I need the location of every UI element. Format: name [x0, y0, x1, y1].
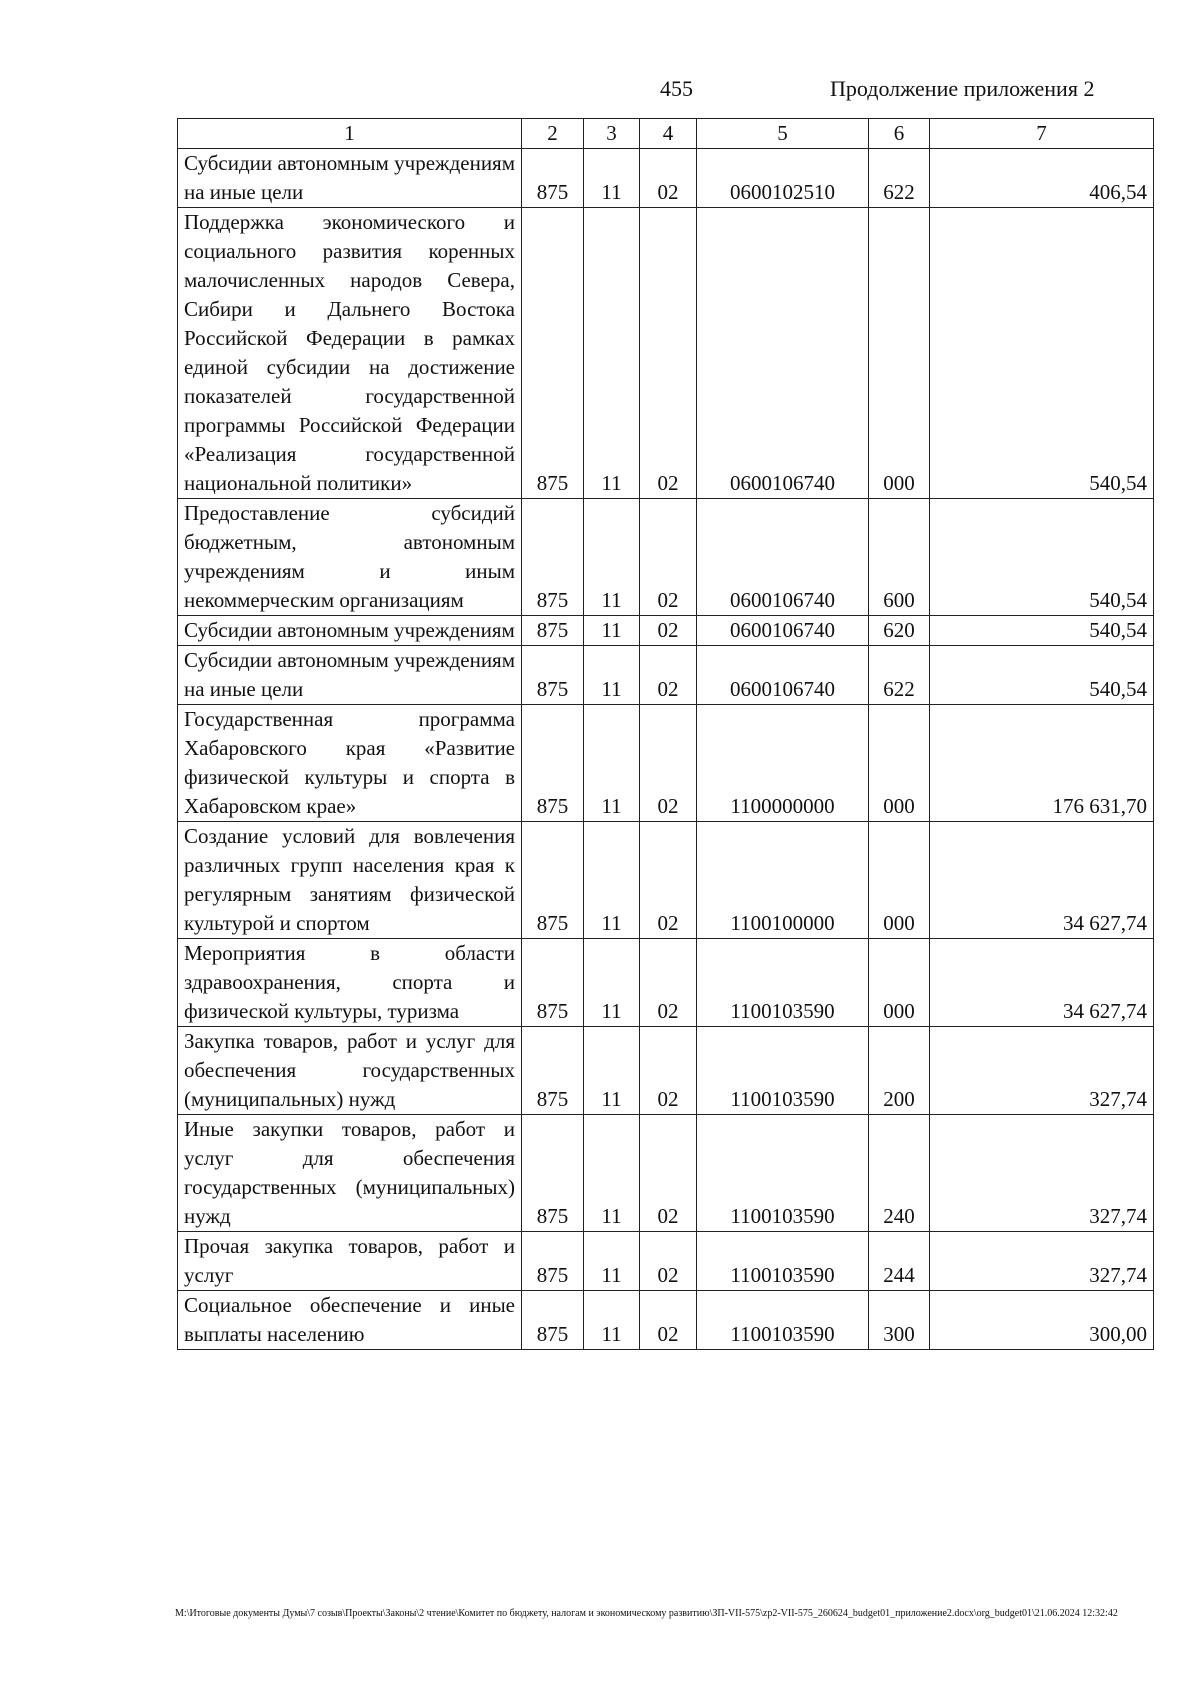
ministry-code: 875 [522, 822, 584, 939]
expense-type-code: 000 [869, 705, 930, 822]
target-article-code: 0600106740 [697, 616, 869, 646]
amount: 540,54 [930, 646, 1154, 705]
section-code: 11 [584, 939, 640, 1027]
expense-name: Мероприятия в области здравоохранения, спорта и физической культуры, туризма [178, 939, 522, 1027]
amount: 540,54 [930, 616, 1154, 646]
target-article-code: 0600106740 [697, 499, 869, 616]
table-row [178, 1027, 1154, 1115]
table-row [178, 939, 1154, 1027]
document-file-path: M:\Итоговые документы Думы\7 созыв\Проекты\Законы\2 чтение\Комитет по бюджету, налогам и экономическому развитию\ЗП-VII-575\zp2-VII-575_260624_budget01_приложение2.docx\org_budget01\21.06.2024 12:32:42 [175, 1608, 1118, 1619]
expense-name: Государственная программа Хабаровского края «Развитие физической культуры и спорта в Хабаровском крае» [178, 705, 522, 822]
ministry-code: 875 [522, 1232, 584, 1291]
expense-name: Иные закупки товаров, работ и услуг для обеспечения государственных (муниципальных) нужд [178, 1115, 522, 1232]
ministry-code: 875 [522, 1291, 584, 1350]
column-header: 7 [930, 119, 1154, 149]
expense-type-code: 244 [869, 1232, 930, 1291]
page-number: 455 [660, 76, 693, 101]
expense-type-code: 000 [869, 208, 930, 499]
target-article-code: 0600106740 [697, 208, 869, 499]
table-header-row [178, 119, 1154, 149]
section-code: 11 [584, 822, 640, 939]
section-code: 11 [584, 1232, 640, 1291]
ministry-code: 875 [522, 1027, 584, 1115]
subsection-code: 02 [640, 939, 697, 1027]
amount: 34 627,74 [930, 822, 1154, 939]
expense-name: Закупка товаров, работ и услуг для обеспечения государственных (муниципальных) нужд [178, 1027, 522, 1115]
table-row [178, 616, 1154, 646]
expense-type-code: 622 [869, 646, 930, 705]
expense-type-code: 600 [869, 499, 930, 616]
expense-type-code: 000 [869, 822, 930, 939]
column-header: 5 [697, 119, 869, 149]
table-row [178, 149, 1154, 208]
target-article-code: 0600102510 [697, 149, 869, 208]
amount: 327,74 [930, 1232, 1154, 1291]
subsection-code: 02 [640, 1291, 697, 1350]
table-row [178, 208, 1154, 499]
section-code: 11 [584, 1291, 640, 1350]
subsection-code: 02 [640, 499, 697, 616]
section-code: 11 [584, 646, 640, 705]
subsection-code: 02 [640, 208, 697, 499]
expense-name: Социальное обеспечение и иные выплаты населению [178, 1291, 522, 1350]
expense-name: Субсидии автономным учреждениям на иные цели [178, 646, 522, 705]
table-row [178, 1291, 1154, 1350]
subsection-code: 02 [640, 646, 697, 705]
ministry-code: 875 [522, 499, 584, 616]
section-code: 11 [584, 499, 640, 616]
table-row [178, 822, 1154, 939]
section-code: 11 [584, 705, 640, 822]
section-code: 11 [584, 1115, 640, 1232]
target-article-code: 1100103590 [697, 1115, 869, 1232]
expense-type-code: 620 [869, 616, 930, 646]
amount: 300,00 [930, 1291, 1154, 1350]
target-article-code: 1100103590 [697, 1027, 869, 1115]
section-code: 11 [584, 208, 640, 499]
expense-type-code: 300 [869, 1291, 930, 1350]
column-header: 6 [869, 119, 930, 149]
target-article-code: 1100103590 [697, 939, 869, 1027]
amount: 540,54 [930, 499, 1154, 616]
column-header: 2 [522, 119, 584, 149]
subsection-code: 02 [640, 616, 697, 646]
expense-type-code: 000 [869, 939, 930, 1027]
ministry-code: 875 [522, 939, 584, 1027]
column-header: 4 [640, 119, 697, 149]
ministry-code: 875 [522, 616, 584, 646]
section-code: 11 [584, 1027, 640, 1115]
section-code: 11 [584, 149, 640, 208]
ministry-code: 875 [522, 705, 584, 822]
table-row [178, 705, 1154, 822]
expense-name: Прочая закупка товаров, работ и услуг [178, 1232, 522, 1291]
amount: 406,54 [930, 149, 1154, 208]
subsection-code: 02 [640, 1115, 697, 1232]
amount: 540,54 [930, 208, 1154, 499]
subsection-code: 02 [640, 1232, 697, 1291]
table-row [178, 1115, 1154, 1232]
subsection-code: 02 [640, 705, 697, 822]
ministry-code: 875 [522, 1115, 584, 1232]
expense-name: Создание условий для вовлечения различных групп населения края к регулярным занятиям физической культурой и спортом [178, 822, 522, 939]
column-header: 1 [178, 119, 522, 149]
target-article-code: 0600106740 [697, 646, 869, 705]
expense-type-code: 240 [869, 1115, 930, 1232]
target-article-code: 1100103590 [697, 1232, 869, 1291]
expense-name: Субсидии автономным учреждениям [178, 616, 522, 646]
amount: 327,74 [930, 1115, 1154, 1232]
budget-table [177, 118, 1154, 1350]
expense-name: Субсидии автономным учреждениям на иные цели [178, 149, 522, 208]
target-article-code: 1100000000 [697, 705, 869, 822]
subsection-code: 02 [640, 149, 697, 208]
table-row [178, 1232, 1154, 1291]
expense-name: Предоставление субсидий бюджетным, автономным учреждениям и иным некоммерческим организациям [178, 499, 522, 616]
ministry-code: 875 [522, 646, 584, 705]
table-row [178, 499, 1154, 616]
subsection-code: 02 [640, 822, 697, 939]
target-article-code: 1100100000 [697, 822, 869, 939]
amount: 176 631,70 [930, 705, 1154, 822]
ministry-code: 875 [522, 208, 584, 499]
appendix-continuation-title: Продолжение приложения 2 [830, 76, 1095, 101]
expense-type-code: 200 [869, 1027, 930, 1115]
column-header: 3 [584, 119, 640, 149]
amount: 327,74 [930, 1027, 1154, 1115]
amount: 34 627,74 [930, 939, 1154, 1027]
subsection-code: 02 [640, 1027, 697, 1115]
target-article-code: 1100103590 [697, 1291, 869, 1350]
ministry-code: 875 [522, 149, 584, 208]
section-code: 11 [584, 616, 640, 646]
expense-name: Поддержка экономического и социального развития коренных малочисленных народов Севера, Сибири и Дальнего Востока Российской Федерации в рамках единой субсидии на достижение показателей государственной программы Российской Федерации «Реализация государственной национальной политики» [178, 208, 522, 499]
expense-type-code: 622 [869, 149, 930, 208]
table-row [178, 646, 1154, 705]
